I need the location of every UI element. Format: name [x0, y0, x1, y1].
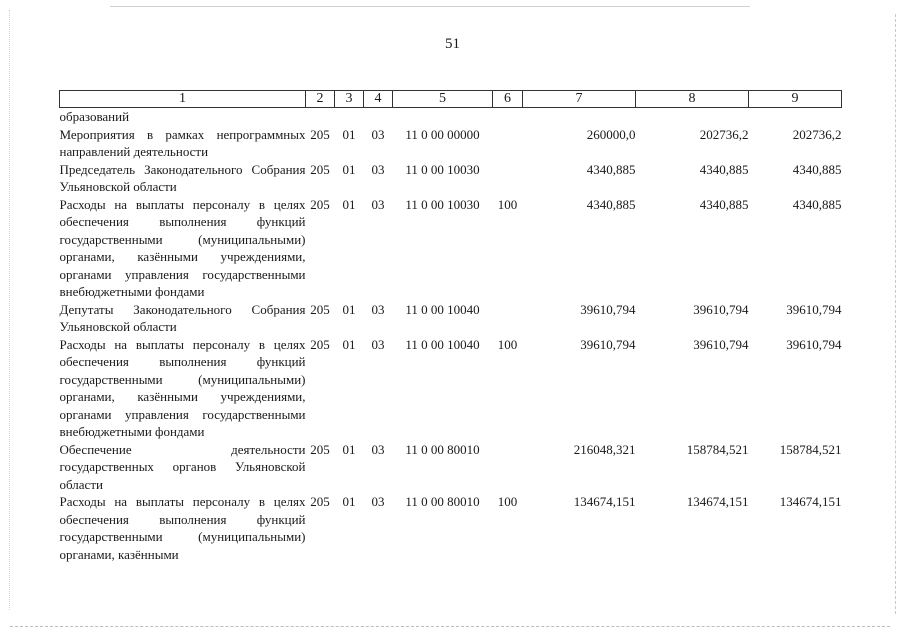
row-admin-code: 205	[310, 301, 330, 317]
table-row	[60, 108, 842, 126]
row-amount-year-3: 39610,794	[786, 301, 842, 317]
row-amount-year-3: 39610,794	[786, 336, 842, 352]
row-subsection-code: 03	[371, 126, 385, 142]
row-amount-year-2: 39610,794	[693, 301, 749, 317]
row-name: Расходы на выплаты персоналу в целях обеспечения выполнения функций государственными (муниципальными) органами, казёнными учреждениями, органами управления государственными внебюджетными фондами	[59, 196, 306, 299]
row-amount-year-3: 4340,885	[792, 196, 842, 212]
row-name: Депутаты Законодательного Собрания Ульяновской области	[59, 301, 306, 334]
row-target-article: 11 0 00 80010	[405, 494, 480, 509]
row-admin-code: 205	[310, 336, 330, 352]
row-admin-code: 205	[310, 126, 330, 142]
row-section-code: 01	[342, 196, 356, 212]
row-admin-code	[306, 108, 335, 126]
row-expense-type	[493, 441, 523, 494]
table-row	[60, 441, 842, 494]
row-amount-year-1: 216048,321	[573, 441, 636, 457]
row-admin-code: 205	[310, 196, 330, 212]
row-expense-type	[493, 301, 523, 336]
row-subsection-code: 03	[371, 441, 385, 457]
table-row	[60, 336, 842, 441]
budget-table	[59, 90, 842, 563]
row-target-article: 11 0 00 80010	[405, 441, 480, 457]
row-target-article: 11 0 00 10040	[405, 301, 480, 317]
row-amount-year-2	[636, 108, 749, 126]
row-expense-type	[493, 108, 523, 126]
row-target-article: 11 0 00 10030	[405, 196, 480, 212]
table-row	[60, 161, 842, 196]
row-section-code: 01	[342, 126, 356, 142]
row-amount-year-1: 134674,151	[573, 494, 636, 509]
row-admin-code: 205	[310, 441, 330, 457]
row-subsection-code	[364, 108, 393, 126]
table-row	[60, 126, 842, 161]
row-amount-year-1: 39610,794	[580, 301, 636, 317]
row-name: Расходы на выплаты персоналу в целях обеспечения выполнения функций государственными (муниципальными) органами, казёнными	[59, 494, 306, 562]
header-col-5: 5	[393, 91, 493, 108]
row-subsection-code: 03	[371, 336, 385, 352]
header-col-1: 1	[60, 91, 306, 108]
row-subsection-code: 03	[371, 494, 385, 509]
row-amount-year-3: 158784,521	[779, 441, 842, 457]
table-body	[60, 108, 842, 564]
page-edge-left	[9, 10, 10, 610]
header-col-2: 2	[306, 91, 335, 108]
row-target-article: 11 0 00 10040	[405, 336, 480, 352]
page-number: 51	[445, 36, 460, 52]
row-amount-year-3: 202736,2	[792, 126, 842, 142]
row-expense-type: 100	[497, 196, 518, 212]
page-edge-bottom	[10, 626, 890, 627]
row-admin-code: 205	[310, 161, 330, 177]
row-amount-year-2: 202736,2	[699, 126, 749, 142]
table-row	[60, 301, 842, 336]
row-section-code: 01	[342, 441, 356, 457]
header-col-8: 8	[636, 91, 749, 108]
row-target-article: 11 0 00 00000	[405, 126, 480, 142]
row-subsection-code: 03	[371, 196, 385, 212]
header-col-9: 9	[749, 91, 842, 108]
row-amount-year-1: 4340,885	[586, 196, 636, 212]
row-amount-year-2: 4340,885	[699, 196, 749, 212]
header-col-4: 4	[364, 91, 393, 108]
header-col-3: 3	[335, 91, 364, 108]
row-amount-year-1: 4340,885	[586, 161, 636, 177]
row-expense-type: 100	[497, 336, 518, 352]
table-row	[60, 196, 842, 301]
row-expense-type: 100	[497, 494, 518, 509]
header-col-6: 6	[493, 91, 523, 108]
row-amount-year-1: 39610,794	[580, 336, 636, 352]
row-target-article	[393, 108, 493, 126]
row-amount-year-3: 134674,151	[779, 494, 842, 509]
row-section-code: 01	[342, 336, 356, 352]
row-expense-type	[493, 126, 523, 161]
row-amount-year-2: 158784,521	[686, 441, 749, 457]
row-amount-year-3: 4340,885	[792, 161, 842, 177]
row-section-code	[335, 108, 364, 126]
row-section-code: 01	[342, 494, 356, 509]
row-section-code: 01	[342, 161, 356, 177]
header-col-7: 7	[523, 91, 636, 108]
row-amount-year-1	[523, 108, 636, 126]
header-row	[60, 91, 842, 108]
row-amount-year-2: 4340,885	[699, 161, 749, 177]
row-name: Обеспечение деятельности государственных органов Ульяновской области	[59, 441, 306, 492]
row-subsection-code: 03	[371, 161, 385, 177]
scan-artifact-top	[110, 6, 750, 7]
row-name: Мероприятия в рамках непрограммных направлений деятельности	[59, 126, 306, 159]
row-target-article: 11 0 00 10030	[405, 161, 480, 177]
row-subsection-code: 03	[371, 301, 385, 317]
row-admin-code: 205	[310, 494, 330, 509]
row-amount-year-2: 134674,151	[686, 494, 749, 509]
table-row	[60, 493, 842, 563]
row-amount-year-1: 260000,0	[586, 126, 636, 142]
row-amount-year-2: 39610,794	[693, 336, 749, 352]
row-name: образований	[59, 109, 130, 124]
row-section-code: 01	[342, 301, 356, 317]
row-expense-type	[493, 161, 523, 196]
row-name: Расходы на выплаты персоналу в целях обеспечения выполнения функций государственными (муниципальными) органами, казёнными учреждениями, органами управления государственными внебюджетными фондами	[59, 336, 306, 439]
page-edge-right	[895, 14, 896, 614]
row-amount-year-3	[749, 108, 842, 126]
row-name: Председатель Законодательного Собрания Ульяновской области	[59, 161, 306, 194]
